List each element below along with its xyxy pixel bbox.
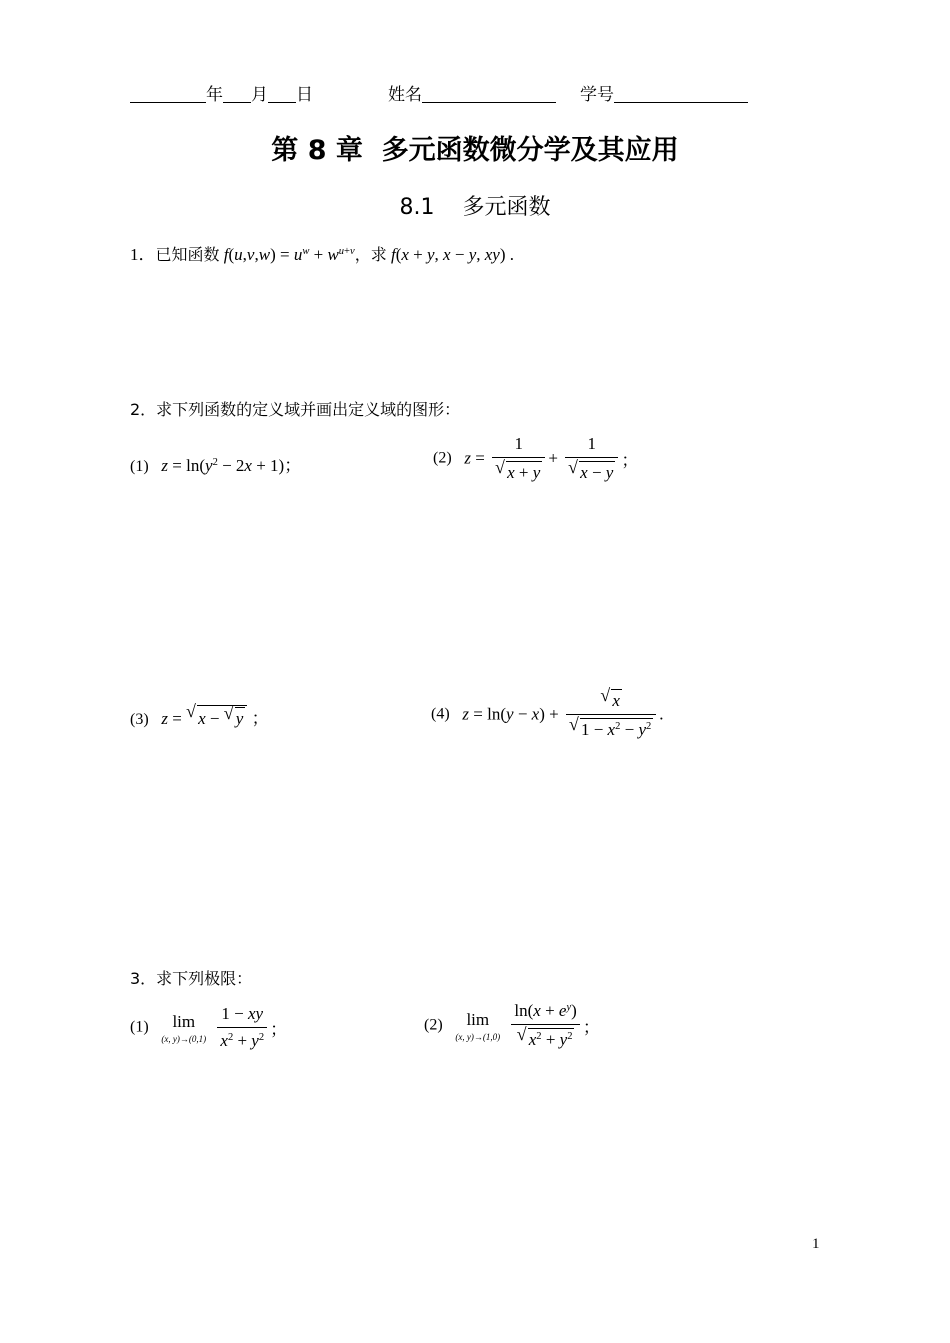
question-2-prompt: 2．求下列函数的定义域并画出定义域的图形： bbox=[130, 400, 461, 419]
item-label: (1) bbox=[130, 1018, 149, 1036]
question-2-item-1 bbox=[130, 451, 301, 476]
page-number: 1 bbox=[812, 1236, 820, 1252]
name-blank[interactable] bbox=[422, 86, 556, 103]
day-label: 日 bbox=[296, 85, 313, 105]
header-student-id bbox=[580, 80, 748, 105]
question-3-item-2 bbox=[424, 1001, 600, 1050]
question-3-item-1 bbox=[130, 1004, 287, 1051]
formula-2-1: $z = \ln(y^2 - 2x + 1)$ bbox=[161, 456, 285, 475]
item-label: (2) bbox=[424, 1016, 443, 1034]
question-3-prompt: 3．求下列极限： bbox=[130, 969, 253, 988]
fraction-2-2a: 1 √ x + y bbox=[492, 434, 545, 483]
semicolon: ； bbox=[582, 1018, 600, 1038]
section-title: 8.1 多元函数 bbox=[399, 195, 551, 220]
item-label: (4) bbox=[431, 705, 450, 723]
question-1-text-mid: ，求 bbox=[354, 245, 387, 264]
question-2-item-3 bbox=[130, 701, 269, 729]
header-date-name-line bbox=[130, 80, 313, 105]
year-label: 年 bbox=[206, 85, 223, 105]
semicolon: ； bbox=[251, 709, 269, 729]
item-label: (3) bbox=[130, 711, 149, 728]
year-blank[interactable] bbox=[130, 86, 206, 103]
chapter-title: 第 8 章 多元函数微分学及其应用 bbox=[271, 135, 679, 166]
day-blank[interactable] bbox=[268, 86, 296, 103]
limit-operator-2: lim (x, y)→(1,0) bbox=[455, 1009, 501, 1042]
semicolon: ； bbox=[621, 451, 639, 471]
question-1-number: 1． bbox=[130, 245, 156, 264]
fraction-3-2: $\ln(x + e^y)$ √ $x^2 + y^2$ bbox=[511, 1001, 579, 1050]
question-1-text-prefix: 已知函数 bbox=[155, 245, 220, 264]
item-label: (1) bbox=[130, 458, 149, 475]
student-id-blank[interactable] bbox=[614, 86, 748, 103]
semicolon: ； bbox=[270, 1020, 288, 1040]
fraction-3-1: $\frac{1 - xy}{x^2 + y^2}$ bbox=[217, 1004, 267, 1051]
question-1-function-def: $f(u,v,w) = u^w + w^{u+v}$ bbox=[223, 245, 355, 264]
question-1 bbox=[130, 240, 514, 265]
period: . bbox=[659, 704, 664, 724]
month-label: 月 bbox=[251, 85, 268, 105]
fraction-2-4: √ x √ $1 - x^2 - y^2$ bbox=[566, 689, 656, 740]
question-1-target: f(x + y, x − y, xy) bbox=[390, 245, 506, 264]
name-label: 姓名 bbox=[388, 85, 422, 105]
month-blank[interactable] bbox=[223, 86, 251, 103]
student-id-label: 学号 bbox=[580, 85, 614, 105]
question-2-item-2: (2) z = 1 √ x + y + 1 √ x − y ； bbox=[433, 434, 639, 482]
fraction-2-2b: 1 √ x − y bbox=[565, 434, 618, 483]
semicolon: ； bbox=[284, 456, 302, 476]
limit-operator-1: lim (x, y)→(0,1) bbox=[161, 1011, 207, 1044]
header-name bbox=[388, 80, 556, 105]
item-label: (2) bbox=[433, 449, 452, 467]
question-2-item-4: (4) z = ln(y − x) + √ x √ $1 - x^2 - y^2$ . bbox=[431, 685, 664, 739]
formula-2-3: z = √ x − √ y bbox=[161, 709, 247, 728]
question-1-end: . bbox=[509, 245, 514, 264]
